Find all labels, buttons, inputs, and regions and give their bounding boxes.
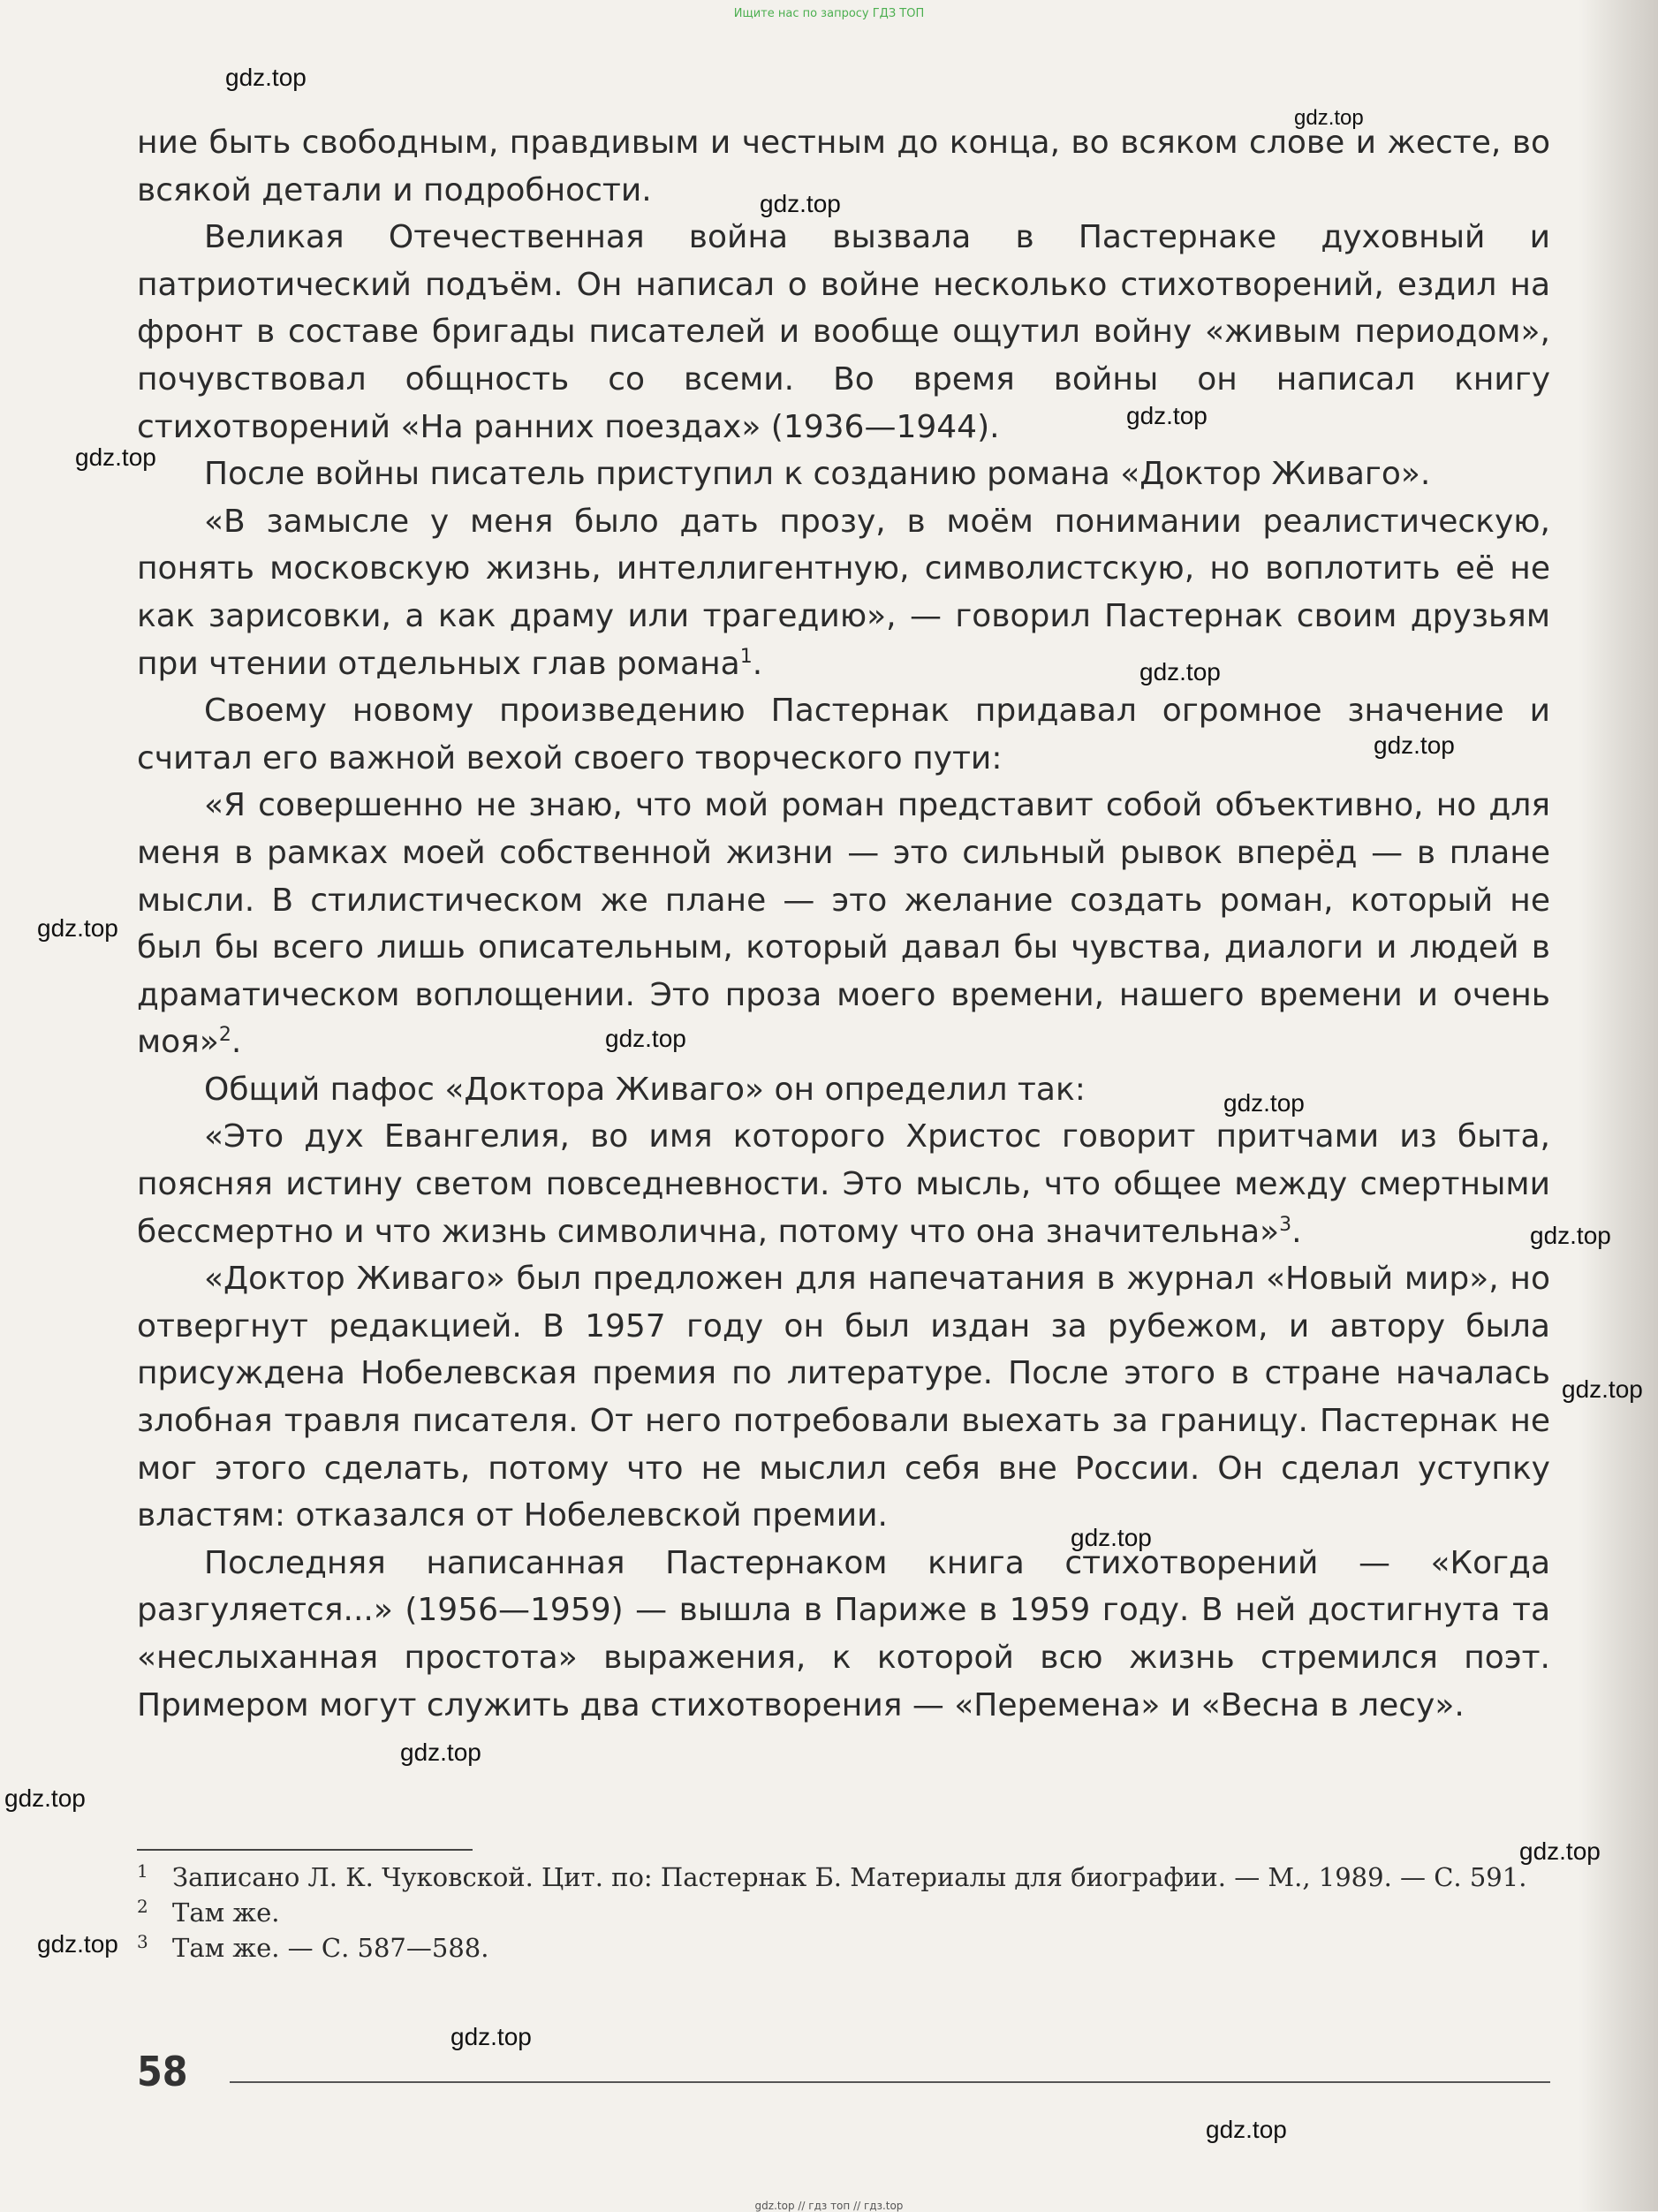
watermark: gdz.top <box>1126 402 1208 429</box>
watermark: gdz.top <box>37 914 118 942</box>
footnote-divider <box>137 1849 473 1851</box>
watermark: gdz.top <box>1530 1222 1611 1249</box>
paragraph: После войны писатель приступил к созданию романа «Доктор Живаго». <box>204 456 1431 493</box>
watermark: gdz.top <box>37 1930 118 1958</box>
watermark: gdz.top <box>1071 1524 1152 1551</box>
watermark: gdz.top <box>1294 106 1364 130</box>
paragraph: «Доктор Живаго» был предложен для напечатания в журнал «Новый мир», но отвергнут редакцией. В 1957 году он был издан за рубежом, и автору была присуждена Нобелевская премия по литературе. После этого в стране началась злобная травля писателя. От него потребовали выехать за границу. Пастернак не мог этого сделать, потому что не мыслил себя вне России. Он сделал уступку властям: отказался от Нобелевской премии. <box>137 1261 1550 1534</box>
header-link[interactable]: Ищите нас по запросу ГДЗ ТОП <box>733 7 925 20</box>
page-body <box>137 119 1550 1729</box>
watermark: gdz.top <box>1139 658 1221 686</box>
footnotes <box>137 1860 1550 1966</box>
page-number: 58 <box>137 2048 188 2095</box>
paragraph: «В замысле у меня было дать прозу, в моём понимании реалистическую, понять московскую жизнь, интеллигентную, символистскую, но воплотить её не как зарисовки, а как драму или трагедию», — говорил Пастернак своим друзьям при чтении отдельных глав романа$^1$. <box>137 503 1550 682</box>
page-footer-rule <box>230 2081 1550 2083</box>
paragraph: ние быть свободным, правдивым и честным до конца, во всяком слове и жесте, во всякой детали и подробности. <box>137 125 1550 208</box>
watermark: gdz.top <box>400 1739 481 1766</box>
paragraph: Великая Отечественная война вызвала в Пастернаке духовный и патриотический подъём. Он написал о войне несколько стихотворений, ездил на фронт в составе бригады писателей и вообще ощутил войну «живым периодом», почувствовал общность со всеми. Во время войны он написал книгу стихотворений «На ранних поездах» (1936—1944). <box>137 219 1550 445</box>
watermark: gdz.top <box>1223 1089 1305 1117</box>
watermark: gdz.top <box>450 2023 532 2050</box>
watermark: gdz.top <box>225 64 307 91</box>
paragraph: Своему новому произведению Пастернак придавал огромное значение и считал его важной вехой своего творческого пути: <box>137 693 1550 776</box>
watermark: gdz.top <box>1374 731 1455 759</box>
watermark: gdz.top <box>1206 2116 1287 2143</box>
watermark: gdz.top <box>4 1784 86 1812</box>
footnote: $^3$ Там же. — С. 587—588. <box>137 1931 489 1963</box>
watermark: gdz.top <box>760 190 841 217</box>
footnote-ref: 1 <box>739 645 753 668</box>
watermark: gdz.top <box>1519 1837 1601 1865</box>
footnote: $^1$ Записано Л. К. Чуковской. Цит. по: Пастернак Б. Материалы для биографии. — М., 1989. — С. 591. <box>137 1860 1527 1892</box>
footnote: $^2$ Там же. <box>137 1896 280 1928</box>
paragraph: «Я совершенно не знаю, что мой роман представит собой объективно, но для меня в рамках моей собственной жизни — это сильный рывок вперёд — в плане мысли. В стилистическом же плане — это желание создать роман, который не был бы всего лишь описательным, который давал бы чувства, диалоги и людей в драматическом воплощении. Это проза моего времени, нашего времени и очень моя»$^2$. <box>137 787 1550 1061</box>
footnote-ref: 3 <box>1279 1213 1292 1236</box>
page-edge-shadow <box>1579 0 1658 2211</box>
footnote-ref: 2 <box>218 1024 231 1047</box>
watermark: gdz.top <box>605 1025 686 1052</box>
footer-links[interactable]: gdz.top // гдз топ // гдз.top <box>754 2200 904 2212</box>
paragraph: «Это дух Евангелия, во имя которого Христос говорит притчами из быта, поясняя истину светом повседневности. Это мысль, что общее между смертными бессмертно и что жизнь символична, потому что она значительна»$^3$. <box>137 1118 1550 1250</box>
watermark: gdz.top <box>75 443 156 471</box>
paragraph: Общий пафос «Доктора Живаго» он определил так: <box>204 1071 1086 1108</box>
paragraph: Последняя написанная Пастернаком книга стихотворений — «Когда разгуляется...» (1956—1959) — вышла в Париже в 1959 году. В ней достигнута та «неслыханная простота» выражения, к которой всю жизнь стремился поэт. Примером могут служить два стихотворения — «Перемена» и «Весна в лесу». <box>137 1544 1550 1723</box>
watermark: gdz.top <box>1562 1375 1643 1403</box>
